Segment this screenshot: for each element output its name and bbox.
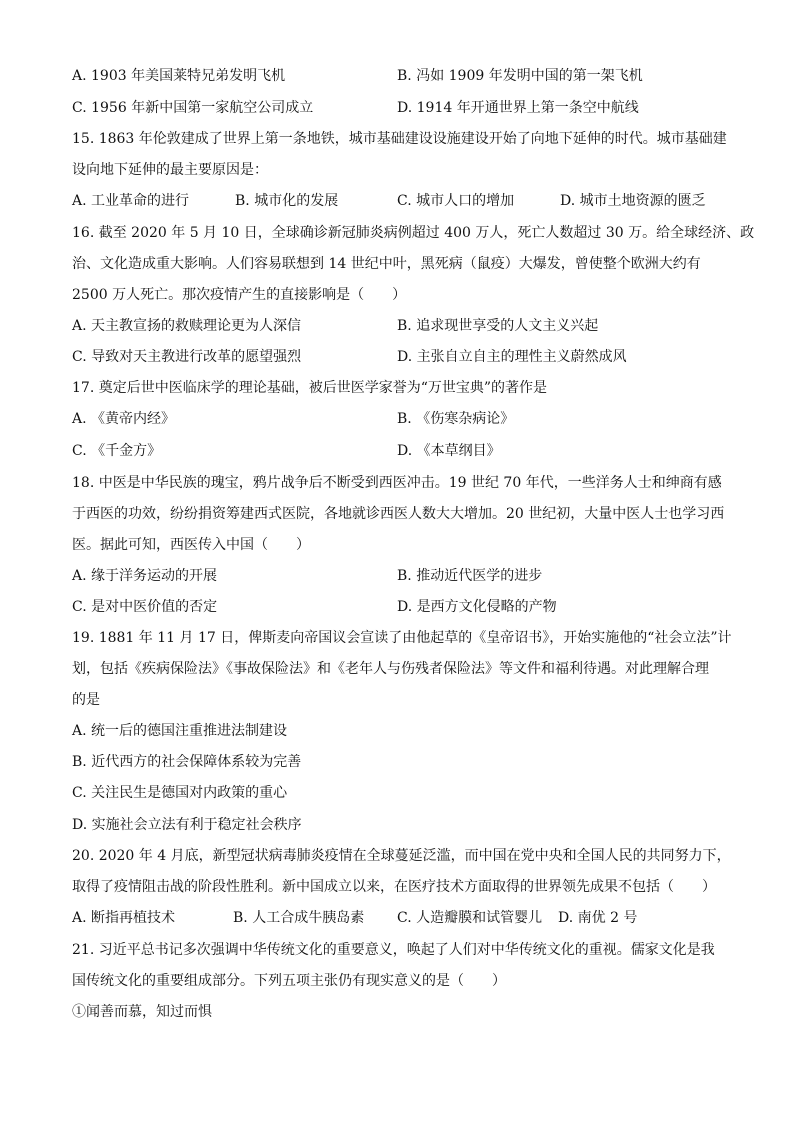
q18-stem-line-3: 医。据此可知，西医传入中国（ ）	[72, 537, 310, 553]
q16-stem-line-3: 2500 万人死亡。那次疫情产生的直接影响是（ ）	[72, 287, 407, 303]
q14-option-c: C. 1956 年新中国第一家航空公司成立	[72, 100, 314, 116]
q15-option-d: D. 城市土地资源的匮乏	[560, 193, 706, 209]
q19-stem-line-2: 划，包括《疾病保险法》《事故保险法》和《老年人与伤残者保险法》等文件和福利待遇。对此理解合理	[72, 661, 709, 677]
q16-option-c: C. 导致对天主教进行改革的愿望强烈	[72, 349, 302, 365]
q16-stem-line-1: 16. 截至 2020 年 5 月 10 日，全球确诊新冠肺炎病例超过 400 万人，死亡人数超过 30 万。给全球经济、政	[72, 225, 755, 241]
q20-option-a: A. 断指再植技术	[72, 910, 176, 926]
q16-option-d: D. 主张自立自主的理性主义蔚然成风	[397, 349, 627, 365]
q15-option-c: C. 城市人口的增加	[397, 193, 515, 209]
q21-statement-1: ①闻善而慕，知过而惧	[72, 1004, 212, 1020]
q21-stem-line-1: 21. 习近平总书记多次强调中华传统文化的重要意义，唤起了人们对中华传统文化的重视。儒家文化是我	[72, 942, 715, 958]
q17-option-c: C. 《千金方》	[72, 443, 162, 459]
q15-option-a: A. 工业革命的进行	[72, 193, 190, 209]
q17-stem-line-1: 17. 奠定后世中医临床学的理论基础，被后世医学家誉为“万世宝典”的著作是	[72, 380, 548, 396]
q20-option-c: C. 人造瓣膜和试管婴儿	[397, 910, 543, 926]
q19-option-d: D. 实施社会立法有利于稳定社会秩序	[72, 817, 302, 833]
q19-option-b: B. 近代西方的社会保障体系较为完善	[72, 754, 302, 770]
q17-option-a: A. 《黄帝内经》	[72, 411, 176, 427]
q16-option-b: B. 追求现世享受的人文主义兴起	[397, 318, 599, 334]
q21-stem-line-2: 国传统文化的重要组成部分。下列五项主张仍有现实意义的是（ ）	[72, 973, 506, 989]
q17-option-b: B. 《伤寒杂病论》	[397, 411, 515, 427]
q14-option-b: B. 冯如 1909 年发明中国的第一架飞机	[397, 68, 643, 84]
q18-stem-line-2: 于西医的功效，纷纷捐资筹建西式医院，各地就诊西医人数大大增加。20 世纪初，大量中医人士也学习西	[72, 506, 725, 522]
q15-option-b: B. 城市化的发展	[235, 193, 339, 209]
q18-option-d: D. 是西方文化侵略的产物	[397, 599, 557, 615]
q15-stem-line-2: 设向地下延伸的最主要原因是：	[72, 162, 268, 178]
q19-stem-line-1: 19. 1881 年 11 月 17 日，俾斯麦向帝国议会宣读了由他起草的《皇帝诏书》，开始实施他的“社会立法”计	[72, 630, 732, 646]
q17-option-d: D. 《本草纲目》	[397, 443, 501, 459]
q14-option-a: A. 1903 年美国莱特兄弟发明飞机	[72, 68, 286, 84]
q15-stem-line-1: 15. 1863 年伦敦建成了世界上第一条地铁，城市基础建设设施建设开始了向地下延伸的时代。城市基础建	[72, 131, 727, 147]
q18-option-a: A. 缘于洋务运动的开展	[72, 568, 218, 584]
q20-option-d: D. 南优 2 号	[558, 910, 638, 926]
q16-option-a: A. 天主教宣扬的救赎理论更为人深信	[72, 318, 302, 334]
q19-option-a: A. 统一后的德国注重推进法制建设	[72, 723, 288, 739]
q19-stem-line-3: 的是	[72, 692, 100, 708]
q20-stem-line-1: 20. 2020 年 4 月底，新型冠状病毒肺炎疫情在全球蔓延泛滥，而中国在党中央和全国人民的共同努力下，	[72, 848, 731, 864]
q18-stem-line-1: 18. 中医是中华民族的瑰宝，鸦片战争后不断受到西医冲击。19 世纪 70 年代，一些洋务人士和绅商有感	[72, 475, 722, 491]
q18-option-c: C. 是对中医价值的否定	[72, 599, 218, 615]
q19-option-c: C. 关注民生是德国对内政策的重心	[72, 785, 288, 801]
q20-option-b: B. 人工合成牛胰岛素	[233, 910, 365, 926]
q20-stem-line-2: 取得了疫情阻击战的阶段性胜利。新中国成立以来，在医疗技术方面取得的世界领先成果不包括（ ）	[72, 879, 716, 895]
q14-option-d: D. 1914 年开通世界上第一条空中航线	[397, 100, 639, 116]
q16-stem-line-2: 治、文化造成重大影响。人们容易联想到 14 世纪中叶，黑死病（鼠疫）大爆发，曾使整个欧洲大约有	[72, 256, 701, 272]
q18-option-b: B. 推动近代医学的进步	[397, 568, 543, 584]
